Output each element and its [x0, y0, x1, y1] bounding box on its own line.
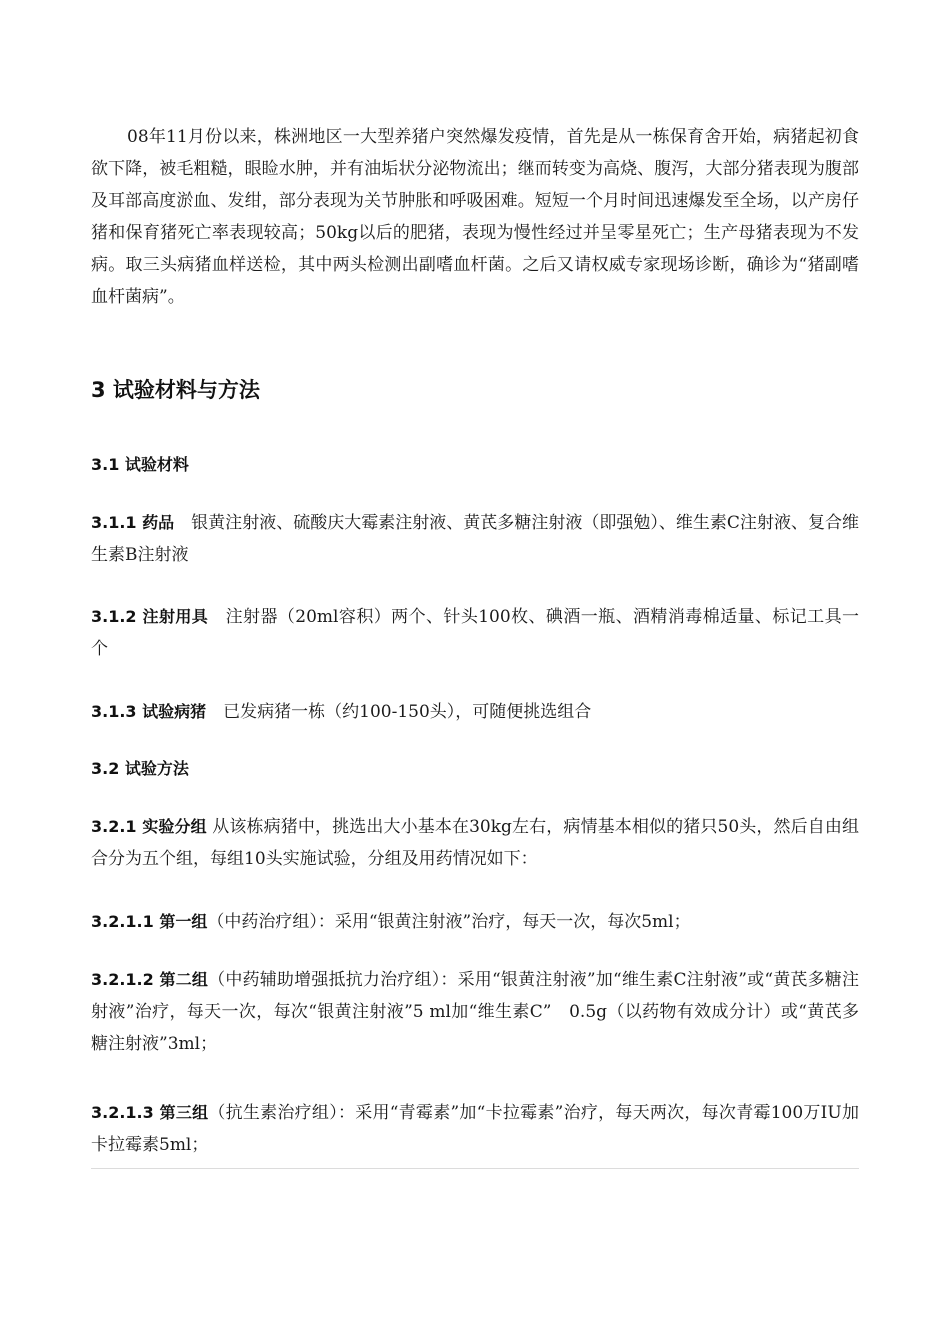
section-3-1-1-lead: 3.1.1 药品: [91, 513, 175, 532]
section-3-2-1-2-lead: 3.2.1.2 第二组: [91, 970, 209, 989]
section-3-1-3-text: 已发病猪一栋（约100-150头），可随便挑选组合: [206, 702, 592, 722]
section-3-1-3-lead: 3.1.3 试验病猪: [91, 702, 207, 721]
section-3-2-1-text: 从该栋病猪中，挑选出大小基本在30kg左右，病情基本相似的猪只50头，然后自由组合分为五个组，每组10头实施试验，分组及用药情况如下：: [91, 817, 859, 869]
section-3-1-2-paragraph: [91, 601, 859, 665]
section-3-2-1-2-paragraph: [91, 964, 859, 1060]
section-3-2-1-lead: 3.2.1 实验分组: [91, 817, 207, 836]
section-3-1-3-paragraph: [91, 696, 859, 728]
section-3-1-2-lead: 3.1.2 注射用具: [91, 607, 209, 626]
section-3-2-1-3-lead: 3.2.1.3 第三组: [91, 1103, 209, 1122]
intro-paragraph: 08年11月份以来，株洲地区一大型养猪户突然爆发疫情，首先是从一栋保育舍开始，病猪起初食欲下降，被毛粗糙，眼睑水肿，并有油垢状分泌物流出；继而转变为高烧、腹泻，大部分猪表现为腹部及耳部高度淤血、发绀，部分表现为关节肿胀和呼吸困难。短短一个月时间迅速爆发至全场，以产房仔猪和保育猪死亡率表现较高；50kg以后的肥猪，表现为慢性经过并呈零星死亡；生产母猪表现为不发病。取三头病猪血样送检，其中两头检测出副嗜血杆菌。之后又请权威专家现场诊断，确诊为“猪副嗜血杆菌病”。: [91, 127, 859, 307]
section-3-2-1-1-paragraph: [91, 906, 859, 938]
section-3-2-heading: 3.2 试验方法: [91, 759, 189, 778]
bottom-divider: [91, 1168, 859, 1169]
section-3-2-1-3-paragraph: [91, 1097, 859, 1161]
section-3-2-1-paragraph: [91, 811, 859, 875]
section-3-1-heading: 3.1 试验材料: [91, 455, 189, 474]
section-3-heading: 3 试验材料与方法: [91, 378, 260, 402]
section-3-1-1-text: 银黄注射液、硫酸庆大霉素注射液、黄芪多糖注射液（即强勉）、维生素C注射液、复合维生素B注射液: [91, 513, 859, 565]
section-3-2-1-1-text: （中药治疗组）：采用“银黄注射液”治疗，每天一次，每次5ml；: [207, 912, 691, 932]
section-3-2-1-3-text: （抗生素治疗组）：采用“青霉素”加“卡拉霉素”治疗，每天两次，每次青霉100万IU加卡拉霉素5ml；: [91, 1103, 859, 1155]
section-3-2-1-1-lead: 3.2.1.1 第一组: [91, 912, 208, 931]
section-3-2-1-2-text: （中药辅助增强抵抗力治疗组）：采用“银黄注射液”加“维生素C注射液”或“黄芪多糖注射液”治疗，每天一次，每次“银黄注射液”5 ml加“维生素C” 0.5g（以药物有效成分计）或“黄芪多糖注射液”3ml；: [91, 970, 859, 1054]
section-3-1-1-paragraph: [91, 507, 859, 571]
section-3-1-2-text: 注射器（20ml容积）两个、针头100枚、碘酒一瓶、酒精消毒棉适量、标记工具一个: [91, 607, 859, 659]
